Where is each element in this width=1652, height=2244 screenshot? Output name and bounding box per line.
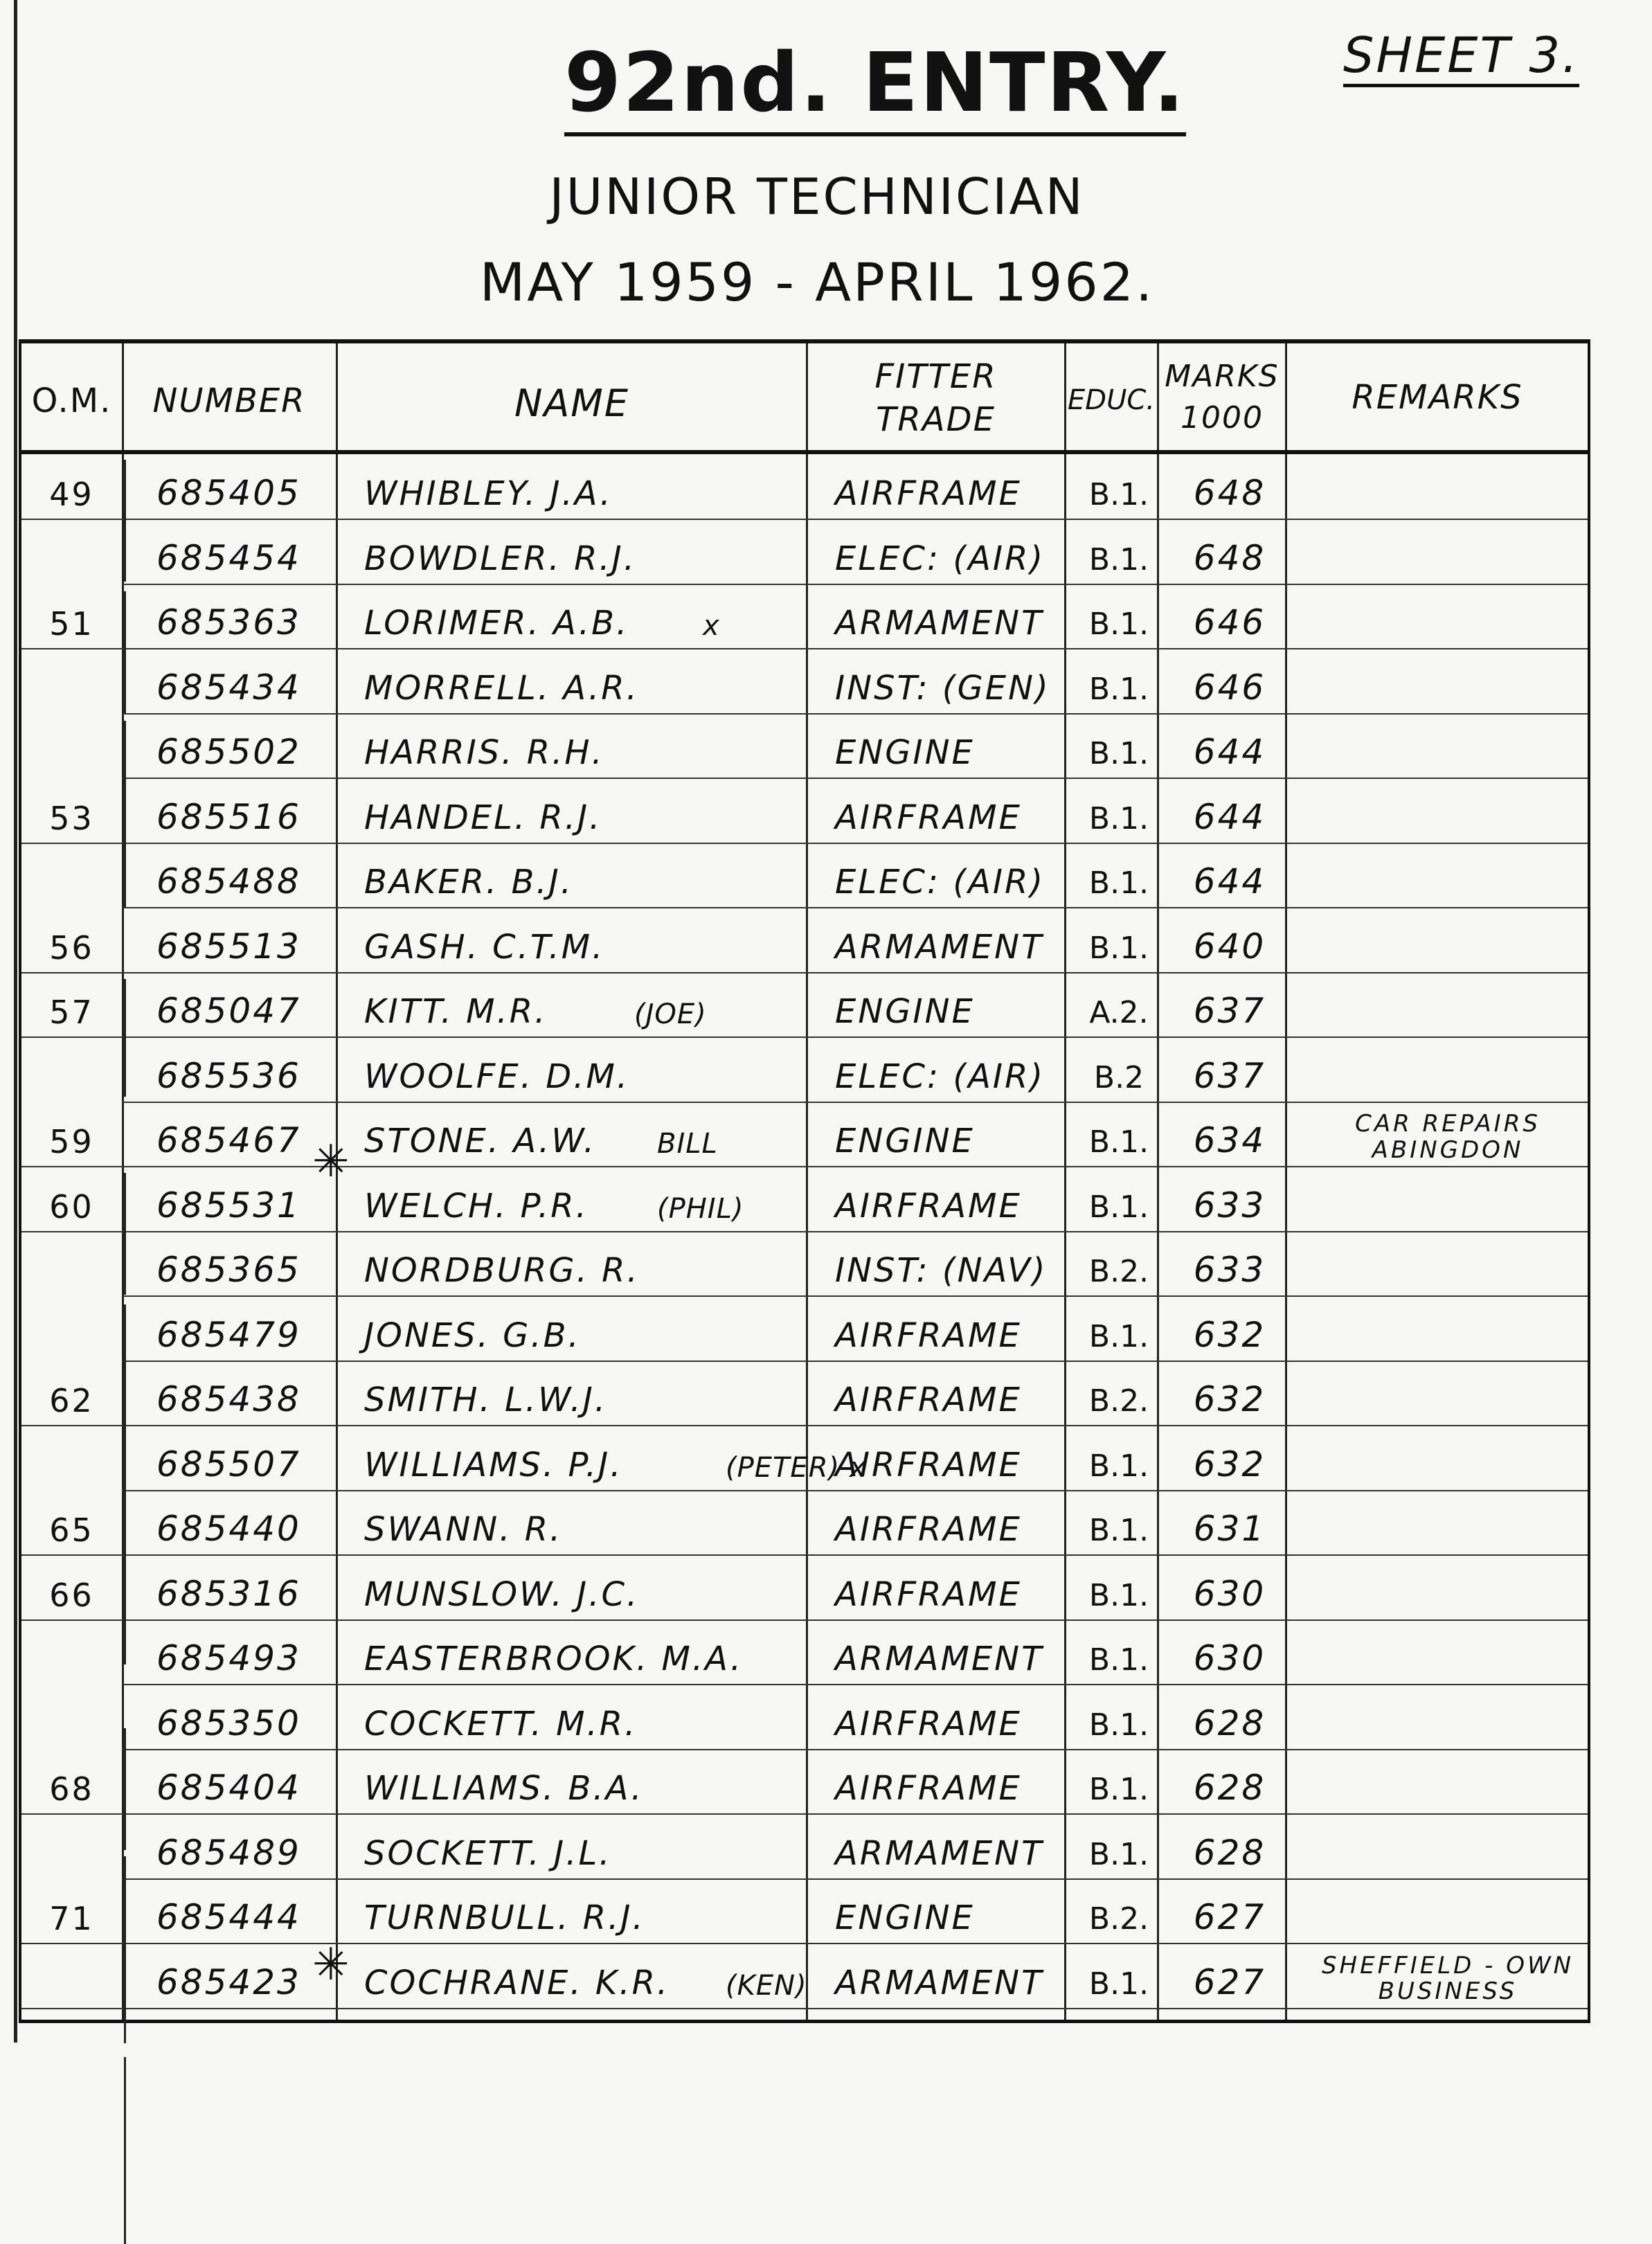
table-row — [21, 780, 1588, 844]
trade-cell: INST: (NAV) — [835, 1251, 1048, 1290]
table-row — [21, 844, 1588, 908]
marks-cell: 644 — [1193, 796, 1266, 837]
header-rule — [21, 450, 1588, 454]
trade-cell: ENGINE — [835, 1122, 975, 1160]
results-table — [19, 339, 1590, 2023]
name-cell: WILLIAMS. P.J. — [364, 1445, 623, 1484]
service-number-cell: 685444 — [156, 1897, 301, 1937]
trade-cell: ARMAMENT — [835, 1640, 1044, 1678]
education-cell: B.1. — [1088, 1318, 1149, 1354]
marks-cell: 627 — [1193, 1897, 1266, 1937]
table-row — [21, 1491, 1588, 1556]
trade-cell: ELEC: (AIR) — [835, 863, 1045, 901]
handwritten-note: x — [703, 610, 720, 642]
name-cell: KITT. M.R. — [364, 992, 548, 1031]
marks-cell: 646 — [1193, 602, 1266, 643]
name-cell: SOCKETT. J.L. — [364, 1833, 612, 1873]
education-cell: B.1. — [1088, 1966, 1149, 2002]
service-number-cell: 685489 — [156, 1832, 301, 1873]
trade-cell: AIRFRAME — [835, 798, 1022, 837]
service-number-cell: 685363 — [156, 602, 301, 643]
header-number: NUMBER — [152, 382, 306, 420]
marks-cell: 628 — [1193, 1768, 1266, 1808]
name-cell: WOOLFE. D.M. — [364, 1057, 630, 1096]
header-name: NAME — [514, 382, 630, 425]
table-row — [21, 456, 1588, 520]
trade-cell: AIRFRAME — [835, 474, 1022, 513]
trade-cell: ELEC: (AIR) — [835, 1057, 1045, 1096]
service-number-cell: 685438 — [156, 1379, 301, 1419]
education-cell: B.2. — [1088, 1383, 1149, 1419]
marks-cell: 633 — [1193, 1185, 1266, 1226]
header-om: O.M. — [31, 382, 112, 420]
education-cell: B.1. — [1088, 477, 1149, 512]
name-cell: NORDBURG. R. — [364, 1251, 640, 1290]
education-cell: A.2. — [1089, 995, 1149, 1030]
asterisk-mark: ✳ — [312, 1136, 350, 1187]
service-number-cell: 685536 — [156, 1055, 301, 1096]
trade-cell: INST: (GEN) — [835, 668, 1050, 708]
marks-cell: 634 — [1193, 1120, 1266, 1160]
tie-bracket — [124, 1173, 144, 1295]
education-cell: B.2 — [1093, 1059, 1144, 1095]
handwritten-note: (JOE) — [634, 998, 707, 1030]
header-trade-line2: TRADE — [876, 400, 996, 439]
header-educ: EDUC. — [1068, 384, 1155, 416]
tie-bracket — [124, 2057, 144, 2244]
marks-cell: 637 — [1193, 1055, 1266, 1096]
service-number-cell: 685507 — [156, 1444, 301, 1484]
row-rule — [21, 2008, 1588, 2009]
name-cell: MORRELL. A.R. — [364, 668, 639, 708]
marks-cell: 648 — [1193, 537, 1266, 578]
marks-cell: 640 — [1193, 926, 1266, 967]
table-row — [21, 1168, 1588, 1232]
marks-cell: 632 — [1193, 1379, 1266, 1419]
service-number-cell: 685502 — [156, 732, 301, 772]
entry-title: 92nd. ENTRY. — [564, 38, 1186, 136]
header-marks-line1: MARKS — [1165, 359, 1280, 394]
trade-cell: ELEC: (AIR) — [835, 539, 1045, 578]
education-cell: B.1. — [1088, 671, 1149, 707]
table-row — [21, 1815, 1588, 1880]
service-number-cell: 685513 — [156, 926, 301, 967]
service-number-cell: 685365 — [156, 1250, 301, 1290]
education-cell: B.1. — [1088, 1836, 1149, 1872]
order-of-merit-cell: 53 — [49, 799, 94, 837]
period-subtitle: MAY 1959 - APRIL 1962. — [479, 251, 1155, 313]
trade-cell: AIRFRAME — [835, 1445, 1022, 1484]
name-cell: WILLIAMS. B.A. — [364, 1769, 644, 1808]
tie-bracket — [124, 591, 144, 713]
tie-bracket — [124, 1856, 144, 2043]
education-cell: B.1. — [1088, 607, 1149, 642]
trade-cell: ARMAMENT — [835, 1833, 1044, 1873]
marks-cell: 628 — [1193, 1703, 1266, 1743]
trade-cell: AIRFRAME — [835, 1769, 1022, 1808]
service-number-cell: 685479 — [156, 1314, 301, 1355]
trade-cell: AIRFRAME — [835, 1186, 1022, 1226]
table-row — [21, 1362, 1588, 1426]
service-number-cell: 685488 — [156, 861, 301, 901]
education-cell: B.2. — [1088, 1901, 1149, 1937]
tie-bracket — [124, 721, 144, 908]
order-of-merit-cell: 65 — [49, 1511, 94, 1549]
table-row — [21, 1750, 1588, 1815]
table-row — [21, 1298, 1588, 1362]
order-of-merit-cell: 56 — [49, 928, 94, 967]
service-number-cell: 685516 — [156, 796, 301, 837]
table-row — [21, 715, 1588, 779]
table-row — [21, 1621, 1588, 1685]
document-sheet — [14, 0, 1652, 2043]
order-of-merit-cell: 66 — [49, 1576, 94, 1614]
table-row — [21, 650, 1588, 715]
education-cell: B.2. — [1088, 1254, 1149, 1289]
tie-bracket — [124, 1728, 144, 1850]
marks-cell: 644 — [1193, 732, 1266, 772]
name-cell: COCHRANE. K.R. — [364, 1963, 670, 2002]
name-cell: HANDEL. R.J. — [364, 798, 602, 837]
handwritten-note: (PHIL) — [657, 1192, 744, 1225]
table-row — [21, 1880, 1588, 1944]
marks-cell: 644 — [1193, 861, 1266, 901]
education-cell: B.1. — [1088, 930, 1149, 966]
marks-cell: 628 — [1193, 1832, 1266, 1873]
service-number-cell: 685405 — [156, 473, 301, 513]
asterisk-mark: ✳ — [312, 1939, 350, 1991]
service-number-cell: 685404 — [156, 1768, 301, 1808]
service-number-cell: 685434 — [156, 667, 301, 708]
table-row — [21, 1427, 1588, 1491]
name-cell: EASTERBROOK. M.A. — [364, 1640, 744, 1678]
education-cell: B.1. — [1088, 1642, 1149, 1678]
trade-cell: ENGINE — [835, 1899, 975, 1937]
education-cell: B.1. — [1088, 1577, 1149, 1613]
table-row — [21, 973, 1588, 1038]
table-row — [21, 1939, 1588, 2009]
handwritten-note: (KEN) — [726, 1969, 807, 2002]
service-number-cell: 685440 — [156, 1509, 301, 1549]
education-cell: B.1. — [1088, 736, 1149, 771]
tie-bracket — [124, 979, 144, 1097]
tie-bracket — [124, 460, 144, 582]
marks-cell: 633 — [1193, 1250, 1266, 1290]
service-number-cell: 685423 — [156, 1962, 301, 2002]
trade-cell: AIRFRAME — [835, 1316, 1022, 1355]
header-trade-line1: FITTER — [874, 357, 997, 396]
service-number-cell: 685493 — [156, 1638, 301, 1678]
order-of-merit-cell: 49 — [49, 476, 94, 513]
name-cell: TURNBULL. R.J. — [364, 1899, 645, 1937]
table-row — [21, 1686, 1588, 1750]
education-cell: B.1. — [1088, 1448, 1149, 1484]
name-cell: WELCH. P.R. — [364, 1186, 589, 1226]
name-cell: COCKETT. M.R. — [364, 1704, 638, 1743]
table-row — [21, 909, 1588, 973]
remarks-cell: CAR REPAIRS ABINGDON — [1355, 1110, 1541, 1164]
marks-cell: 632 — [1193, 1444, 1266, 1484]
marks-cell: 648 — [1193, 473, 1266, 513]
education-cell: B.1. — [1088, 1124, 1149, 1160]
marks-cell: 646 — [1193, 667, 1266, 708]
education-cell: B.1. — [1088, 865, 1149, 901]
service-number-cell: 685454 — [156, 537, 301, 578]
order-of-merit-cell: 57 — [49, 994, 94, 1031]
name-cell: BOWDLER. R.J. — [364, 539, 637, 578]
education-cell: B.1. — [1088, 1707, 1149, 1743]
tie-bracket — [124, 1304, 144, 1664]
trade-cell: AIRFRAME — [835, 1381, 1022, 1419]
table-row — [21, 1232, 1588, 1297]
name-cell: JONES. G.B. — [364, 1316, 581, 1355]
name-cell: STONE. A.W. — [364, 1122, 597, 1160]
order-of-merit-cell: 62 — [49, 1382, 94, 1419]
name-cell: MUNSLOW. J.C. — [364, 1574, 640, 1614]
trade-cell: AIRFRAME — [835, 1574, 1022, 1614]
trade-cell: ARMAMENT — [835, 604, 1044, 643]
name-cell: HARRIS. R.H. — [364, 733, 604, 772]
order-of-merit-cell: 59 — [49, 1123, 94, 1160]
header-marks-line2: 1000 — [1180, 400, 1264, 436]
handwritten-note: BILL — [657, 1128, 718, 1160]
trade-cell: ARMAMENT — [835, 927, 1044, 967]
order-of-merit-cell: 71 — [49, 1900, 94, 1937]
trade-cell: ARMAMENT — [835, 1963, 1044, 2002]
handwritten-note: (PETER) x — [726, 1451, 867, 1484]
service-number-cell: 685467 — [156, 1120, 301, 1160]
name-cell: SMITH. L.W.J. — [364, 1381, 608, 1419]
rank-subtitle: JUNIOR TECHNICIAN — [549, 168, 1085, 226]
trade-cell: AIRFRAME — [835, 1510, 1022, 1549]
marks-cell: 637 — [1193, 991, 1266, 1031]
name-cell: GASH. C.T.M. — [364, 927, 605, 967]
table-row — [21, 1556, 1588, 1621]
order-of-merit-cell: 60 — [49, 1187, 94, 1226]
sheet-number: SHEET 3. — [1343, 28, 1579, 87]
order-of-merit-cell: 68 — [49, 1770, 94, 1808]
education-cell: B.1. — [1088, 1189, 1149, 1225]
marks-cell: 630 — [1193, 1573, 1266, 1614]
name-cell: SWANN. R. — [364, 1510, 563, 1549]
trade-cell: ENGINE — [835, 992, 975, 1031]
table-row — [21, 1039, 1588, 1103]
remarks-cell: SHEFFIELD - OWN BUSINESS — [1321, 1951, 1574, 2006]
name-cell: LORIMER. A.B. — [364, 604, 629, 643]
trade-cell: ENGINE — [835, 733, 975, 772]
header-remarks: REMARKS — [1352, 378, 1523, 417]
education-cell: B.1. — [1088, 1772, 1149, 1807]
marks-cell: 632 — [1193, 1314, 1266, 1355]
marks-cell: 631 — [1193, 1509, 1266, 1549]
service-number-cell: 685350 — [156, 1703, 301, 1743]
trade-cell: AIRFRAME — [835, 1704, 1022, 1743]
table-row — [21, 585, 1588, 649]
table-row — [21, 1103, 1588, 1167]
table-row — [21, 521, 1588, 585]
name-cell: BAKER. B.J. — [364, 863, 574, 901]
service-number-cell: 685531 — [156, 1185, 301, 1226]
service-number-cell: 685316 — [156, 1573, 301, 1614]
service-number-cell: 685047 — [156, 991, 301, 1031]
name-cell: WHIBLEY. J.A. — [364, 474, 613, 513]
marks-cell: 627 — [1193, 1962, 1266, 2002]
order-of-merit-cell: 51 — [49, 605, 94, 643]
education-cell: B.1. — [1088, 541, 1149, 577]
marks-cell: 630 — [1193, 1638, 1266, 1678]
education-cell: B.1. — [1088, 1513, 1149, 1548]
education-cell: B.1. — [1088, 800, 1149, 836]
